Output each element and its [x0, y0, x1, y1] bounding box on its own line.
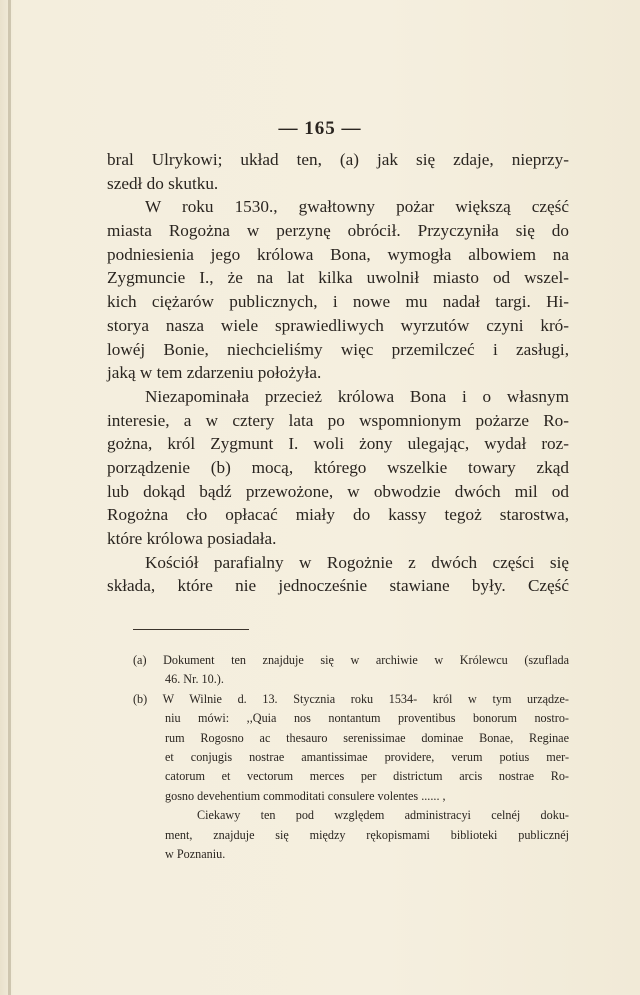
text-line: miasta Rogożna w perzynę obrócił. Przyczyniła się do	[107, 221, 569, 241]
footnote-line: Ciekawy ten pod względem administracyi celnéj doku-	[197, 808, 569, 823]
text-line: lowéj Bonie, niechcieliśmy więc przemilczeć i zasługi,	[107, 339, 569, 359]
text-line: szedł do skutku.	[107, 173, 219, 193]
text-line: porządzenie (b) mocą, którego wszelkie towary zkąd	[107, 457, 569, 477]
text-line: które królowa posiadała.	[107, 529, 277, 548]
text-line: W roku 1530., gwałtowny pożar większą część	[145, 197, 569, 217]
footnote-line: et conjugis nostrae amantissimae providere, verum potius mer-	[165, 749, 569, 764]
footnote-separator	[133, 629, 249, 630]
footnote-line: ment, znajduje się między rękopismami biblioteki publicznéj	[165, 827, 569, 842]
text-line: Kościół parafialny w Rogożnie z dwóch części się	[145, 552, 569, 572]
footnote-line: 46. Nr. 10.).	[165, 672, 224, 687]
text-line: Niezapominała przecież królowa Bona i o własnym	[145, 386, 569, 406]
page-number: — 165 —	[278, 118, 362, 139]
main-text	[107, 148, 569, 598]
text-line: interesie, a w cztery lata po wspomnionym pożarze Ro-	[107, 410, 569, 430]
footnote-line: (a) Dokument ten znajduje się w archiwie w Królewcu (szuflada	[133, 653, 569, 667]
text-line: podniesienia jego królowa Bona, wymogła albowiem na	[107, 244, 569, 264]
footnote-line: gosno devehentium commoditati consulere volentes ...... ,	[165, 788, 446, 803]
text-line: Zygmuncie I., że na lat kilka uwolnił miasto od wszel-	[107, 268, 569, 288]
footnotes	[133, 651, 569, 864]
footnote-line: (b) W Wilnie d. 13. Stycznia roku 1534- król w tym urządze-	[133, 691, 569, 706]
text-line: składa, które nie jednocześnie stawiane były. Część	[107, 576, 569, 596]
footnote-line: catorum et vectorum merces per districtum arcis nostrae Ro-	[165, 769, 569, 784]
text-line: bral Ulrykowi; układ ten, (a) jak się zdaje, nieprzy-	[107, 150, 569, 169]
text-line: lub dokąd bądź przewożone, w obwodzie dwóch mil od	[107, 481, 569, 501]
text-line: storya nasza wiele sprawiedliwych wyrzutów czyni kró-	[107, 315, 569, 335]
text-line: gożna, król Zygmunt I. woli żony ulegając, wydał roz-	[107, 434, 569, 454]
page-spine-shadow	[8, 0, 11, 995]
text-line: Rogożna cło opłacać miały do kassy tegoż starostwa,	[107, 505, 569, 525]
footnote-line: w Poznaniu.	[165, 846, 226, 861]
footnote-line: rum Rogosno ac thesauro serenissimae dominae Bonae, Reginae	[165, 730, 569, 745]
footnote-line: niu mówi: ,,Quia nos nontantum proventibus bonorum nostro-	[165, 711, 569, 726]
text-line: kich ciężarów publicznych, i nowe mu nadał targi. Hi-	[107, 292, 569, 312]
text-line: jaką w tem zdarzeniu położyła.	[107, 363, 322, 383]
